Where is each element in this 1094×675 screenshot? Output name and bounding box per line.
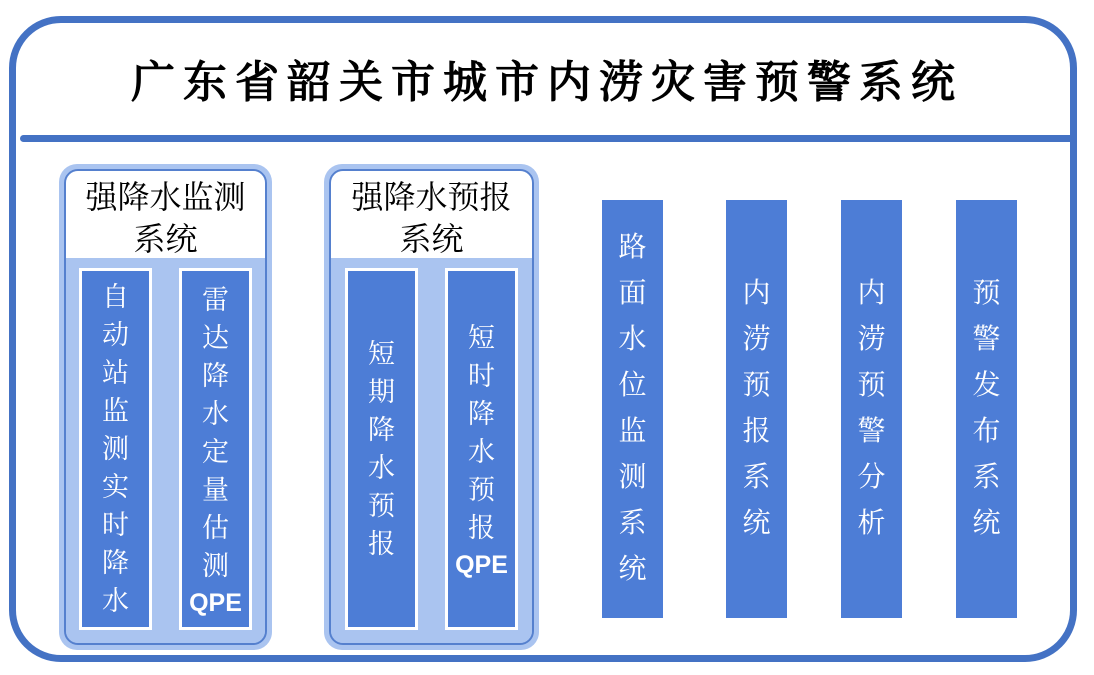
- group-body: [331, 258, 532, 643]
- pillar-radar-qpe: [179, 268, 252, 630]
- pillar-label: 短期降水预报: [367, 339, 395, 559]
- pillar-label: 内涝预警分析: [857, 278, 886, 539]
- group-body: [66, 258, 265, 643]
- page-title: 广东省韶关市城市内涝灾害预警系统: [131, 58, 963, 107]
- pillar-label: 路面水位监测系统: [618, 232, 647, 585]
- pillar-waterlogging-warning-analysis: [841, 200, 902, 618]
- group-header-line: 强降水预报: [351, 179, 512, 215]
- pillar-warning-release-system: [956, 200, 1017, 618]
- pillar-label: 雷达降水定量估测: [201, 284, 229, 581]
- group-header: [331, 171, 532, 258]
- group-header-line: 强降水监测: [85, 179, 246, 215]
- group-heavy-rain-monitoring-inner: [64, 169, 267, 645]
- pillar-sublabel-qpe: QPE: [455, 550, 508, 579]
- group-heavy-rain-forecast-inner: [329, 169, 534, 645]
- title-divider: [20, 135, 1074, 142]
- pillar-road-water-level-monitoring: [602, 200, 663, 618]
- pillar-label: 短时降水预报: [467, 322, 495, 543]
- group-header: [66, 171, 265, 258]
- title-band: [9, 23, 1077, 133]
- pillar-sublabel-qpe: QPE: [189, 588, 242, 617]
- pillar-label: 内涝预报系统: [742, 278, 771, 539]
- pillar-label: 预警发布系统: [972, 278, 1001, 539]
- group-header-line: 系统: [399, 221, 464, 257]
- group-heavy-rain-monitoring: [59, 164, 272, 650]
- pillar-nowcast-rain-qpe: [445, 268, 518, 630]
- group-heavy-rain-forecast: [324, 164, 539, 650]
- group-header-line: 系统: [133, 221, 198, 257]
- pillar-waterlogging-forecast-system: [726, 200, 787, 618]
- pillar-short-term-rain-forecast: [345, 268, 418, 630]
- pillar-label: 自动站监测实时降水: [101, 282, 129, 616]
- pillar-auto-station-realtime-rain: [79, 268, 152, 630]
